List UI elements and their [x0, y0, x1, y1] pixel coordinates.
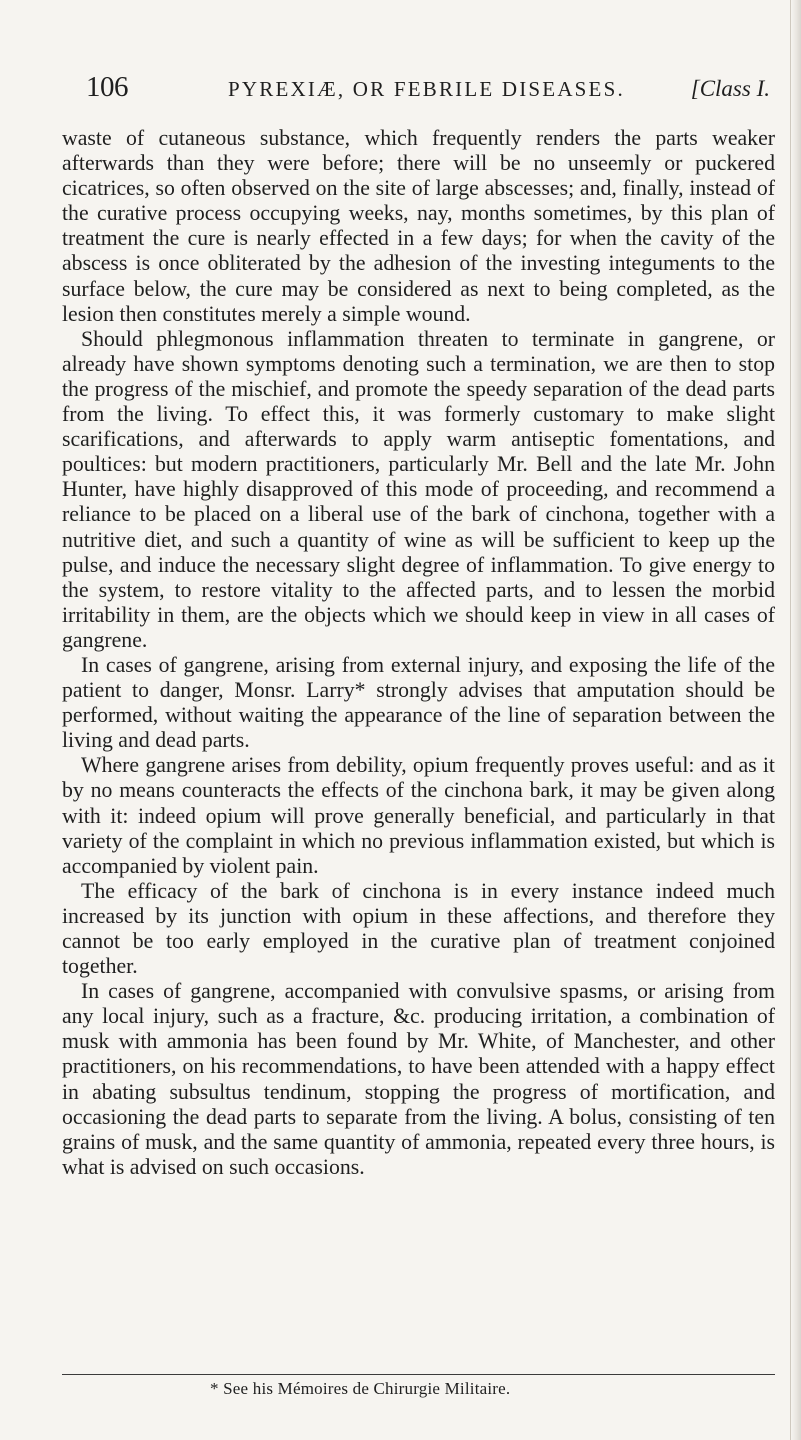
page-edge: [790, 0, 801, 1440]
footnote-rule: [62, 1374, 775, 1375]
running-title: PYREXIÆ, OR FEBRILE DISEASES.: [228, 77, 625, 101]
paragraph-opium: Where gangrene arises from debility, opium frequently proves useful: and as it by no means counteracts the effects of the cinchona bark, it may be given along with it: indeed opium will prove generally beneficial, and particularly in that variety of the complaint in which no previous inflammation existed, but which is accompanied by violent pain.: [62, 753, 775, 878]
page-number: 106: [86, 71, 128, 103]
body-text: [62, 126, 775, 1180]
paragraph-cinchona: The efficacy of the bark of cinchona is in every instance indeed much increased by its junction with opium in these affections, and therefore they cannot be too early employed in the curative plan of treatment conjoined together.: [62, 878, 775, 979]
paragraph-musk-ammonia: In cases of gangrene, accompanied with convulsive spasms, or arising from any local injury, such as a fracture, &c. producing irritation, a combination of musk with ammonia has been found by Mr. White, of Manchester, and other practitioners, on his recommendations, to have been attended with a happy effect in abating subsultus tendinum, stopping the progress of mortification, and occasioning the dead parts to separate from the living. A bolus, consisting of ten grains of musk, and the same quantity of ammonia, repeated every three hours, is what is advised on such occasions.: [62, 979, 775, 1179]
footnote: * See his Mémoires de Chirurgie Militaire.: [210, 1379, 511, 1398]
class-label: [Class I.: [690, 76, 770, 101]
paragraph-amputation: In cases of gangrene, arising from external injury, and exposing the life of the patient to danger, Monsr. Larry* strongly advises that amputation should be performed, without waiting the appearance of the line of separation between the living and dead parts.: [62, 652, 775, 753]
paragraph-gangrene-treatment: Should phlegmonous inflammation threaten to terminate in gangrene, or already have shown symptoms denoting such a termination, we are then to stop the progress of the mischief, and promote the speedy separation of the dead parts from the living. To effect this, it was formerly customary to make slight scarifications, and afterwards to apply warm antiseptic fomentations, and poultices: but modern practitioners, particularly Mr. Bell and the late Mr. John Hunter, have highly disapproved of this mode of proceeding, and recommend a reliance to be placed on a liberal use of the bark of cinchona, together with a nutritive diet, and such a quantity of wine as will be sufficient to keep up the pulse, and induce the necessary slight degree of inflammation. To give energy to the system, to restore vitality to the affected parts, and to lessen the morbid irritability in them, are the objects which we should keep in view in all cases of gangrene.: [62, 326, 775, 652]
paragraph-continuation: waste of cutaneous substance, which frequently renders the parts weaker afterwards than they were before; there will be no unseemly or puckered cicatrices, so often observed on the site of large abscesses; and, finally, instead of the curative process occupying weeks, nay, months sometimes, by this plan of treatment the cure is nearly effected in a few days; for when the cavity of the abscess is once obliterated by the adhesion of the investing integuments to the surface below, the cure may be considered as next to being completed, as the lesion then constitutes merely a simple wound.: [62, 126, 775, 326]
page-header: [86, 71, 776, 111]
